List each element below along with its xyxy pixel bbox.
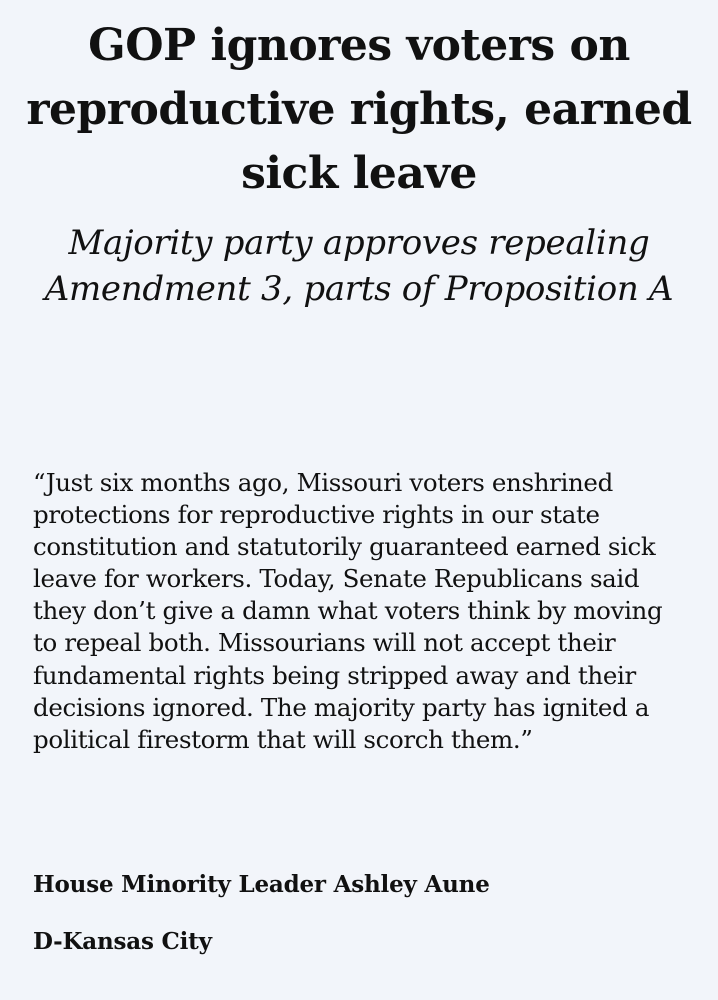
subheadline: Majority party approves repealing Amendment 3, parts of Proposition A (44, 223, 674, 309)
attribution-district: D-Kansas City (33, 928, 212, 955)
attribution-name: House Minority Leader Ashley Aune (33, 871, 490, 898)
headline: GOP ignores voters on reproductive rights, earned sick leave (26, 20, 692, 199)
quote-text: “Just six months ago, Missouri voters enshrined protections for reproductive rights in our state constitution and statutorily guaranteed earned sick leave for workers. Today, Senate Republicans said they don’t give a damn what voters think by moving to repeal both. Missourians will not accept their fundamental rights being stripped away and their decisions ignored. The majority party has ignited a political firestorm that will scorch them.” (33, 468, 663, 754)
